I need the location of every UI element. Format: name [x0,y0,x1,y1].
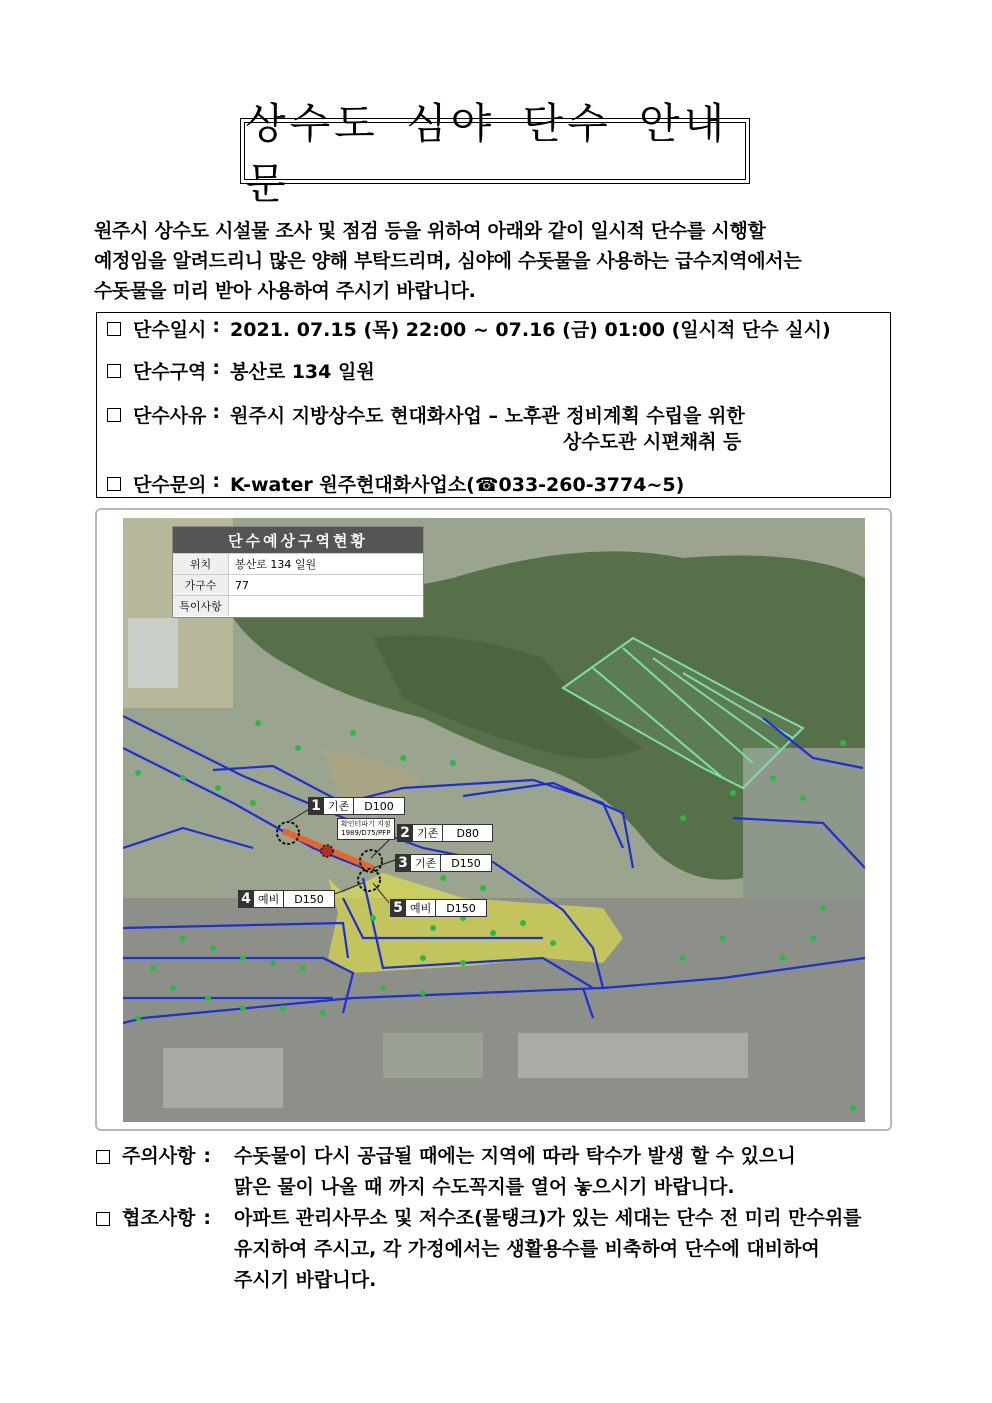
checkbox-icon [107,364,121,378]
note-line: 수돗물이 다시 공급될 때에는 지역에 따라 탁수가 발생 할 수 있으니 [234,1145,796,1167]
notes-section [96,1141,906,1296]
info-label: 단수문의 [133,474,207,496]
info-value: 상수도관 시편채취 등 [563,431,742,453]
info-row-contact: 단수문의 : K-water 원주현대화사업소(☎033-260-3774~5) [107,470,684,497]
checkbox-icon [107,408,121,422]
intro-paragraph [94,216,900,306]
info-row-reason: 단수사유 : 원주시 지방상수도 현대화사업 – 노후관 정비계획 수립을 위한 [107,401,745,428]
legend-title: 단수예상구역현황 [173,527,423,553]
info-row-reason-cont [563,427,741,454]
info-row-time: 단수일시 : 2021. 07.15 (목) 22:00 ~ 07.16 (금) 01:00 (일시적 단수 실시) [107,315,831,342]
checkbox-icon [107,477,121,491]
checkbox-icon [107,322,121,336]
checkbox-icon [96,1212,110,1226]
pipe-tag-5: 5 예비 D150 [390,899,487,917]
note-caution: 주의사항 : 수돗물이 다시 공급될 때에는 지역에 따라 탁수가 발생 할 수 있으니 맑은 물이 나올 때 까지 수도꼭지를 열어 놓으시기 바랍니다. [96,1141,906,1203]
pipe-tag-3: 3 기존 D150 [395,854,492,872]
legend-row: 가구수 77 [173,574,423,595]
pipe-tag-1: 1 기존 D100 [308,797,405,815]
intro-line: 원주시 상수도 시설물 조사 및 점검 등을 위하여 아래와 같이 일시적 단수를 시행할 [94,220,766,242]
intro-line: 예정임을 알려드리니 많은 양해 부탁드리며, 심야에 수돗물을 사용하는 급수지역에서는 [94,250,802,272]
info-label: 단수구역 [133,361,207,383]
note-label: 주의사항 [122,1145,196,1167]
map-legend [172,526,424,618]
info-value: 2021. 07.15 (목) 22:00 ~ 07.16 (금) 01:00 (일시적 단수 실시) [230,319,831,341]
info-label: 단수사유 [133,405,207,427]
intro-line: 수돗물을 미리 받아 사용하여 주시기 바랍니다. [94,280,476,302]
pipe-tag-4: 4 예비 D150 [238,890,335,908]
checkbox-icon [96,1150,110,1164]
info-value: 원주시 지방상수도 현대화사업 – 노후관 정비계획 수립을 위한 [230,405,745,427]
legend-row: 위치 봉산로 134 일원 [173,553,423,574]
info-label: 단수일시 [133,319,207,341]
page-title: 상수도 심야 단수 안내문 [244,122,746,180]
info-box [96,312,891,498]
title-box [240,99,750,208]
note-cooperation: 협조사항 : 아파트 관리사무소 및 저수조(물탱크)가 있는 세대는 단수 전 미리 만수위를 유지하여 주시고, 각 가정에서는 생활용수를 비축하여 단수에 대비하여 주시기 바랍니다. [96,1203,906,1296]
info-row-area: 단수구역 : 봉산로 134 일원 [107,357,375,384]
pipe-tag-2: 2 기존 D80 [397,824,493,842]
note-line: 아파트 관리사무소 및 저수조(물탱크)가 있는 세대는 단수 전 미리 만수위를 [234,1207,862,1229]
legend-row: 특이사항 [173,595,423,616]
note-line: 주시기 바랍니다. [234,1269,377,1291]
note-line: 유지하여 주시고, 각 가정에서는 생활용수를 비축하여 단수에 대비하여 [234,1238,820,1260]
note-line: 맑은 물이 나올 때 까지 수도꼭지를 열어 놓으시기 바랍니다. [234,1176,735,1198]
note-label: 협조사항 [122,1207,196,1229]
excavation-label: 확인터파기 지점 1989/D75/PFP [337,818,395,840]
info-value: K-water 원주현대화사업소(☎033-260-3774~5) [230,474,685,496]
info-value: 봉산로 134 일원 [230,361,375,383]
